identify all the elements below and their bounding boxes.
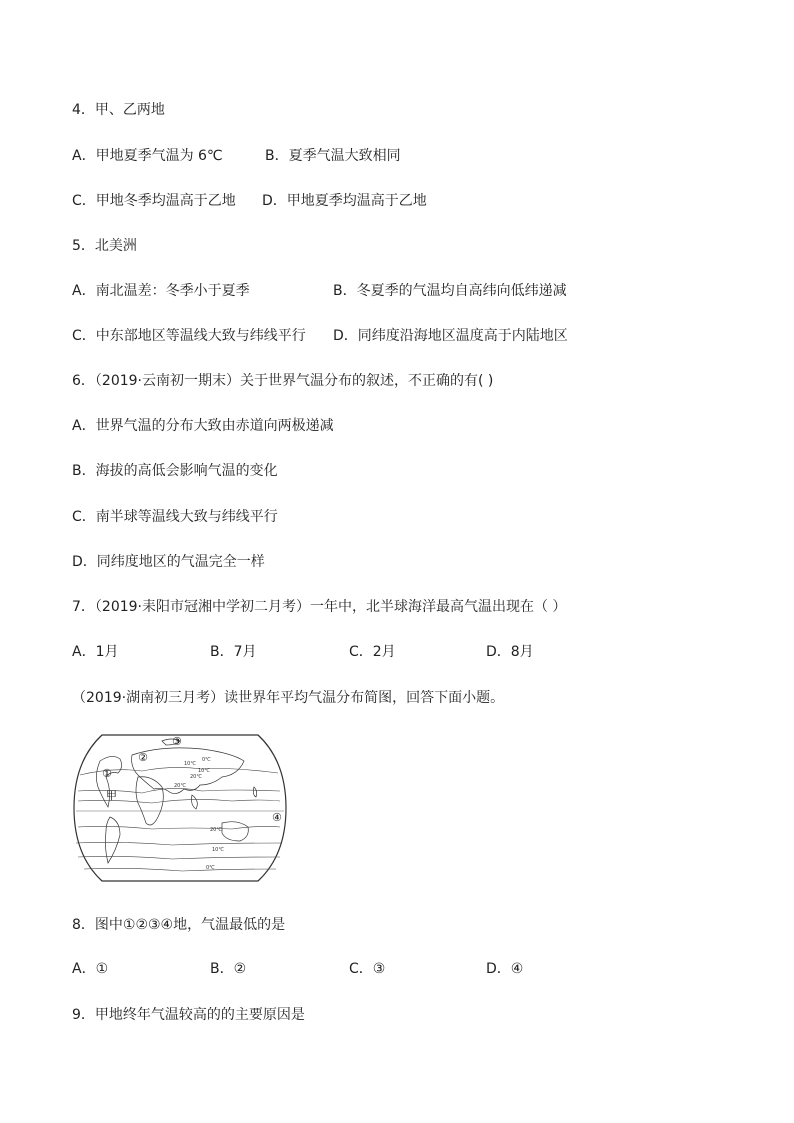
marker-1: ① [102, 767, 112, 780]
q4-option-b: B．夏季气温大致相同 [265, 148, 401, 164]
q5-option-c: C．中东部地区等温线大致与纬线平行 [72, 328, 306, 344]
marker-jia: 甲 [106, 789, 117, 802]
q5-option-d: D．同纬度沿海地区温度高于内陆地区 [333, 328, 568, 344]
q9-stem: 9．甲地终年气温较高的的主要原因是 [72, 1007, 305, 1023]
map-frame [74, 735, 286, 881]
q8-option-b: B．② [210, 961, 247, 977]
q6-option-c: C．南半球等温线大致与纬线平行 [72, 509, 278, 525]
q7-option-c: C．2月 [349, 644, 396, 660]
q8-option-c: C．③ [349, 961, 386, 977]
marker-3: ③ [172, 735, 182, 748]
q7-option-d: D．8月 [486, 644, 534, 660]
q4-option-a: A．甲地夏季气温为 6℃ [72, 148, 223, 164]
q4-stem: 4．甲、乙两地 [72, 102, 165, 118]
q6-option-d: D．同纬度地区的气温完全一样 [72, 554, 265, 570]
q5-option-a: A．南北温差：冬季小于夏季 [72, 283, 250, 299]
isotherm-label: 0℃ [202, 757, 211, 763]
isotherm-label: 10℃ [184, 761, 196, 767]
marker-4: ④ [272, 811, 282, 824]
isotherm-label: 0℃ [206, 865, 215, 871]
isotherm-label: 20℃ [190, 774, 202, 780]
q7-option-b: B．7月 [210, 644, 257, 660]
marker-2: ② [138, 751, 148, 764]
q6-option-a: A．世界气温的分布大致由赤道向两极递减 [72, 418, 334, 434]
q5-option-b: B．冬夏季的气温均自高纬向低纬递减 [333, 283, 567, 299]
map-intro: （2019·湖南初三月考）读世界年平均气温分布简图，回答下面小题。 [72, 690, 505, 706]
q7-stem: 7．（2019·耒阳市冠湘中学初二月考）一年中，北半球海洋最高气温出现在（ ） [72, 599, 567, 615]
isotherm-label: 20℃ [210, 827, 222, 833]
isotherm-label: 10℃ [212, 847, 224, 853]
isotherm-label: 10℃ [198, 768, 210, 774]
q7-option-a: A．1月 [72, 644, 119, 660]
q6-stem: 6．（2019·云南初一期末）关于世界气温分布的叙述，不正确的有( ) [72, 373, 494, 389]
q4-option-d: D．甲地夏季均温高于乙地 [262, 193, 427, 209]
q8-stem: 8．图中①②③④地，气温最低的是 [72, 917, 286, 933]
world-temperature-map [72, 731, 288, 884]
q8-option-a: A．① [72, 961, 109, 977]
q4-option-c: C．甲地冬季均温高于乙地 [72, 193, 236, 209]
q6-option-b: B．海拔的高低会影响气温的变化 [72, 463, 278, 479]
q8-option-d: D．④ [486, 961, 524, 977]
isotherm-label: 20℃ [174, 783, 186, 789]
q5-stem: 5．北美洲 [72, 238, 137, 254]
